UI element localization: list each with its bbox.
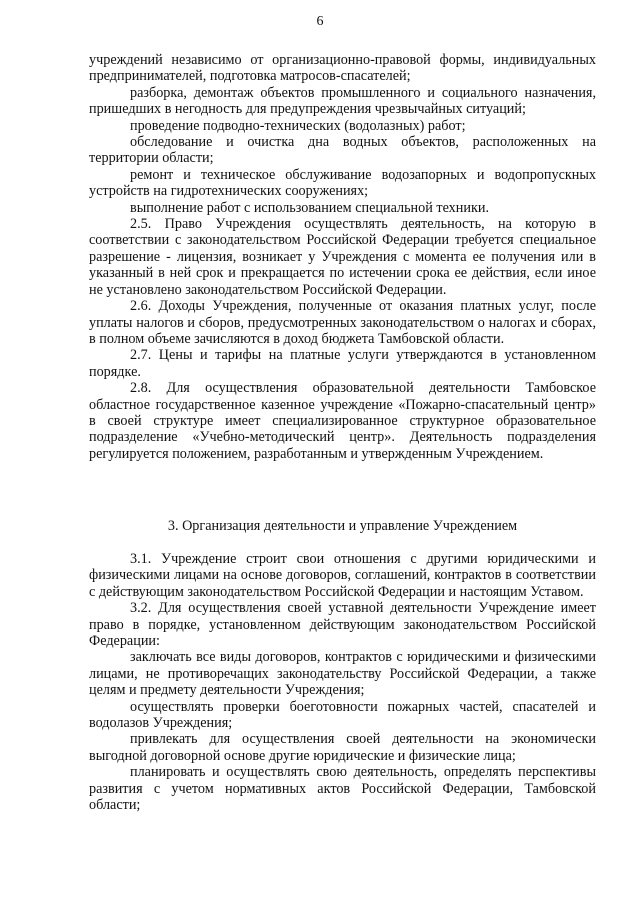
paragraph: учреждений независимо от организационно-правовой формы, индивидуальных предпринимателей, подготовка матросов-спасателей;	[89, 52, 596, 85]
top-text-block	[89, 52, 596, 462]
paragraph-2-7: 2.7. Цены и тарифы на платные услуги утверждаются в установленном порядке.	[89, 347, 596, 380]
paragraph: ремонт и техническое обслуживание водозапорных и водопропускных устройств на гидротехнических сооружениях;	[89, 166, 596, 200]
section-heading-block	[89, 518, 596, 534]
section-heading: 3. Организация деятельности и управление Учреждением	[167, 518, 518, 534]
paragraph: обследование и очистка дна водных объектов, расположенных на территории области;	[89, 134, 596, 167]
paragraph-3-1: 3.1. Учреждение строит свои отношения с другими юридическими и физическими лицами на основе договоров, соглашений, контрактов в соответствии с действующим законодательством Российской Федерации и настоящим Уставом.	[89, 551, 596, 600]
paragraph: разборка, демонтаж объектов промышленного и социального назначения, пришедших в негодность для предупреждения чрезвычайных ситуаций;	[89, 84, 596, 118]
paragraph: заключать все виды договоров, контрактов с юридическими и физическими лицами, не противоречащих законодательству Российской Федерации, а также целям и предмету деятельности Учреждения;	[89, 649, 596, 699]
paragraph: осуществлять проверки боеготовности пожарных частей, спасателей и водолазов Учреждения;	[89, 698, 596, 732]
page-number: 6	[316, 14, 324, 29]
paragraph-2-8: 2.8. Для осуществления образовательной деятельности Тамбовское областное государственное казенное учреждение «Пожарно-спасательный центр» в своей структуре имеет специализированное структурное образовательное подразделение «Учебно-методический центр». Деятельность подразделения регулируется положением, разработанным и утвержденным Учреждением.	[89, 380, 596, 462]
paragraph: проведение подводно-технических (водолазных) работ;	[130, 117, 466, 134]
paragraph-3-2: 3.2. Для осуществления своей уставной деятельности Учреждение имеет право в порядке, установленном действующим законодательством Российской Федерации:	[89, 600, 596, 650]
paragraph: планировать и осуществлять свою деятельность, определять перспективы развития с учетом нормативных актов Российской Федерации, Тамбовской области;	[89, 764, 596, 814]
paragraph: выполнение работ с использованием специальной техники.	[130, 199, 489, 216]
paragraph-2-6: 2.6. Доходы Учреждения, полученные от оказания платных услуг, после уплаты налогов и сборов, предусмотренных законодательством о налогах и сборах, в полном объеме зачисляются в доход бюджета Тамбовской области.	[89, 298, 596, 347]
section-text-block	[89, 551, 596, 814]
paragraph-2-5: 2.5. Право Учреждения осуществлять деятельность, на которую в соответствии с законодательством Российской Федерации требуется специальное разрешение - лицензия, возникает у Учреждения с момента ее получения или в указанный в ней срок и прекращается по истечении срока ее действия, если иное не установлено законодательством Российской Федерации.	[89, 216, 596, 298]
paragraph: привлекать для осуществления своей деятельности на экономически выгодной договорной основе другие юридические и физические лица;	[89, 731, 596, 764]
